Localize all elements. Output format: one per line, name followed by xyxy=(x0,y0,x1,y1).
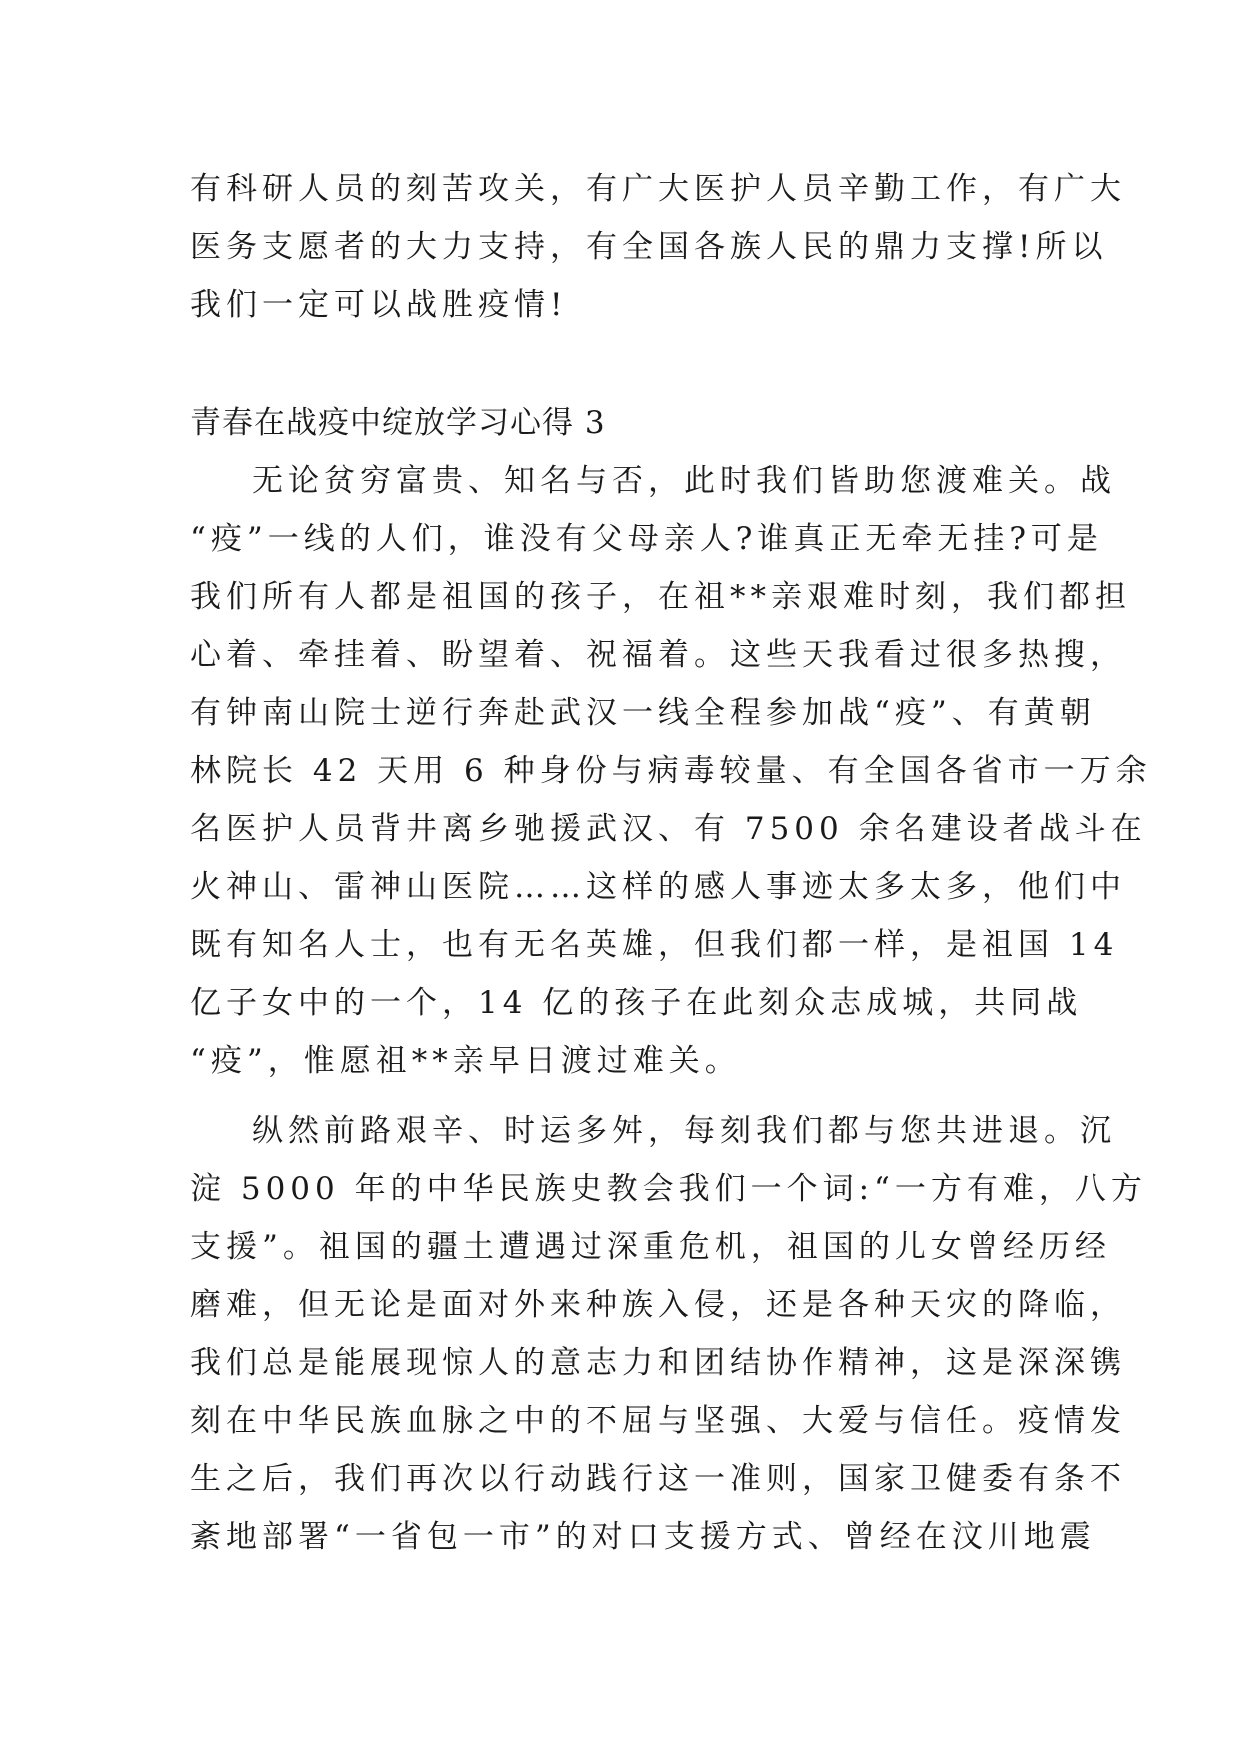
text-line: 我们总是能展现惊人的意志力和团结协作精神，这是深深镌 xyxy=(190,1345,1126,1381)
text-line: 既有知名人士，也有无名英雄，但我们都一样，是祖国 14 xyxy=(190,927,1119,963)
text-line: 紊地部署“一省包一市”的对口支援方式、曾经在汶川地震 xyxy=(190,1519,1096,1555)
text-line: 生之后，我们再次以行动践行这一准则，国家卫健委有条不 xyxy=(190,1461,1126,1497)
text-line: 林院长 42 天用 6 种身份与病毒较量、有全国各省市一万余 xyxy=(190,753,1152,789)
text-line: 医务支愿者的大力支持，有全国各族人民的鼎力支撑!所以 xyxy=(190,229,1108,265)
section-title: 青春在战疫中绽放学习心得 3 xyxy=(190,405,606,441)
text-line: 火神山、雷神山医院……这样的感人事迹太多太多，他们中 xyxy=(190,869,1126,905)
paragraph-2 xyxy=(190,452,1152,1090)
text-line: “疫”一线的人们，谁没有父母亲人?谁真正无牵无挂?可是 xyxy=(190,521,1103,557)
text-line: 刻在中华民族血脉之中的不屈与坚强、大爱与信任。疫情发 xyxy=(190,1403,1126,1439)
paragraph-3 xyxy=(190,1102,1147,1566)
text-line: “疫”，惟愿祖**亲早日渡过难关。 xyxy=(190,1043,741,1079)
text-line: 亿子女中的一个，14 亿的孩子在此刻众志成城，共同战 xyxy=(190,985,1083,1021)
text-line: 无论贫穷富贵、知名与否，此时我们皆助您渡难关。战 xyxy=(252,463,1116,499)
text-line: 我们一定可以战胜疫情! xyxy=(190,287,568,323)
text-line: 我们所有人都是祖国的孩子，在祖**亲艰难时刻，我们都担 xyxy=(190,579,1131,615)
paragraph-1 xyxy=(190,160,1126,334)
text-line: 有科研人员的刻苦攻关，有广大医护人员辛勤工作，有广大 xyxy=(190,171,1126,207)
text-line: 磨难，但无论是面对外来种族入侵，还是各种天灾的降临， xyxy=(190,1287,1126,1323)
text-line: 淀 5000 年的中华民族史教会我们一个词:“一方有难，八方 xyxy=(190,1171,1147,1207)
text-line: 支援”。祖国的疆土遭遇过深重危机，祖国的儿女曾经历经 xyxy=(190,1229,1111,1265)
text-line: 有钟南山院士逆行奔赴武汉一线全程参加战“疫”、有黄朝 xyxy=(190,695,1096,731)
document-body xyxy=(190,160,1152,1566)
text-line: 心着、牵挂着、盼望着、祝福着。这些天我看过很多热搜， xyxy=(190,637,1126,673)
text-line: 纵然前路艰辛、时运多舛，每刻我们都与您共进退。沉 xyxy=(252,1113,1116,1149)
text-line: 名医护人员背井离乡驰援武汉、有 7500 余名建设者战斗在 xyxy=(190,811,1147,847)
